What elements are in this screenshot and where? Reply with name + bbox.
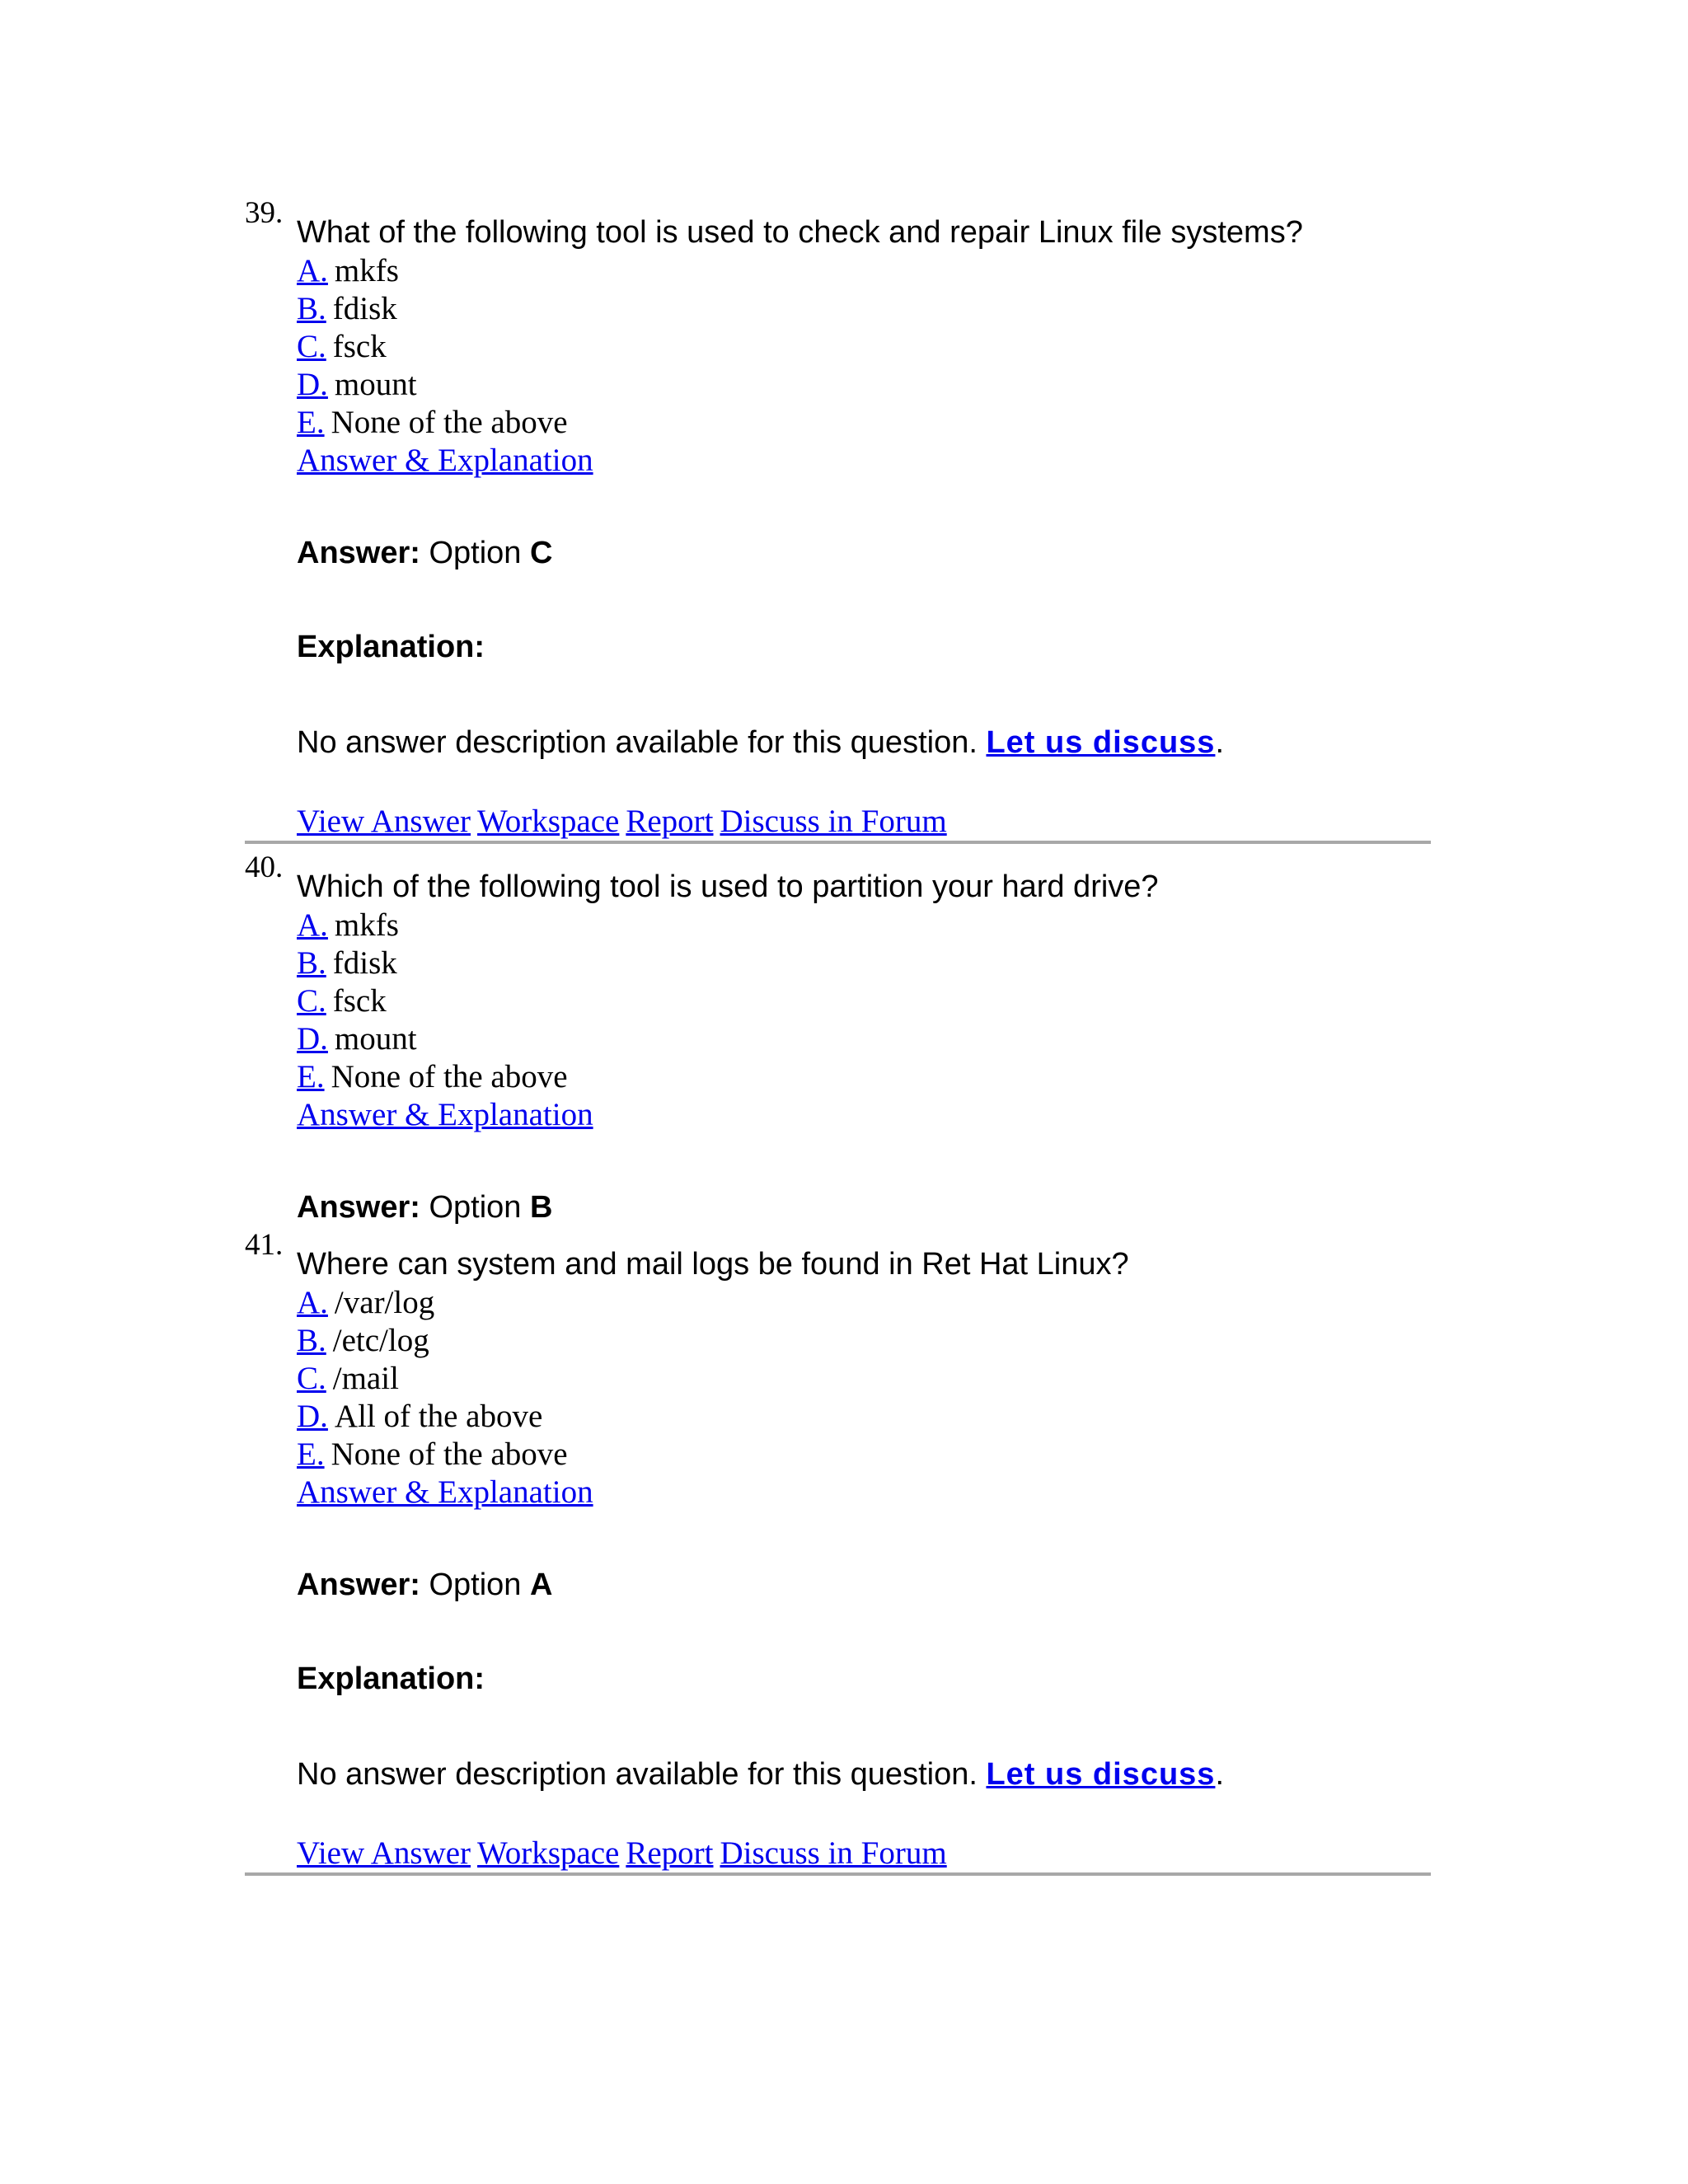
option-a-link[interactable]: A. [297,907,328,943]
option-b-value: fdisk [332,291,397,326]
question-text: Which of the following tool is used to partition your hard drive? [297,869,1159,904]
explanation-end: . [1215,725,1224,760]
report-link[interactable]: Report [626,1835,714,1871]
option-b-value: fdisk [332,945,397,981]
option-b-link[interactable]: B. [297,945,326,981]
option-a-value: mkfs [334,253,399,288]
option-e-value: None of the above [331,1059,568,1094]
option-a [297,907,1423,944]
question-divider [245,841,1431,844]
option-a [297,1284,1423,1322]
answer-explanation-link[interactable]: Answer & Explanation [297,1097,593,1132]
option-c-value: /mail [332,1361,399,1396]
question-footer-links [297,803,1423,841]
option-e-value: None of the above [331,1436,568,1472]
answer-option: B [530,1190,553,1225]
option-b-link[interactable]: B. [297,291,326,326]
report-link[interactable]: Report [626,804,714,839]
question-41 [245,1230,1423,1876]
option-a [297,252,1423,290]
option-b [297,290,1423,328]
answer-label: Answer: [297,1190,420,1225]
answer-prefix: Option [429,536,522,570]
answer-option: A [530,1568,553,1602]
answer-line [297,1188,1423,1226]
explanation-body [297,724,1423,762]
answer-explanation-link[interactable]: Answer & Explanation [297,443,593,478]
explanation-body [297,1755,1423,1793]
let-us-discuss-link[interactable]: Let us discuss [986,1757,1216,1792]
workspace-link[interactable]: Workspace [477,1835,620,1871]
option-e-link[interactable]: E. [297,405,325,440]
option-a-link[interactable]: A. [297,253,328,288]
option-b [297,1322,1423,1360]
answer-explanation-link[interactable]: Answer & Explanation [297,1474,593,1510]
option-d [297,1398,1423,1436]
answer-prefix: Option [429,1568,522,1602]
option-c-link[interactable]: C. [297,983,326,1019]
option-d-value: mount [334,1021,417,1057]
option-e [297,1436,1423,1474]
answer-line [297,534,1423,572]
option-c [297,982,1423,1020]
option-b-value: /etc/log [332,1323,429,1358]
option-c [297,328,1423,366]
options-list [297,252,1423,442]
option-d-link[interactable]: D. [297,1399,328,1434]
option-c-link[interactable]: C. [297,1361,326,1396]
answer-prefix: Option [429,1190,522,1225]
answer-label: Answer: [297,1568,420,1602]
workspace-link[interactable]: Workspace [477,804,620,839]
discuss-in-forum-link[interactable]: Discuss in Forum [720,804,947,839]
option-a-value: mkfs [334,907,399,943]
explanation-text: No answer description available for this question. [297,1757,978,1792]
answer-line [297,1566,1423,1604]
question-header [245,198,1423,252]
explanation-heading: Explanation: [297,630,485,664]
view-answer-link[interactable]: View Answer [297,1835,471,1871]
option-e-link[interactable]: E. [297,1059,325,1094]
option-b [297,944,1423,982]
question-text: Where can system and mail logs be found in Ret Hat Linux? [297,1247,1129,1282]
let-us-discuss-link[interactable]: Let us discuss [986,725,1216,760]
question-number: 40. [245,851,284,884]
option-d-value: All of the above [334,1399,543,1434]
discuss-in-forum-link[interactable]: Discuss in Forum [720,1835,947,1871]
option-e [297,404,1423,442]
option-e-link[interactable]: E. [297,1436,325,1472]
option-c-value: fsck [332,983,387,1019]
question-number: 39. [245,196,284,230]
answer-label: Answer: [297,536,420,570]
question-divider [245,1872,1431,1876]
question-39 [245,198,1423,844]
option-e-value: None of the above [331,405,568,440]
option-c-value: fsck [332,329,387,364]
option-d [297,366,1423,404]
option-a-link[interactable]: A. [297,1285,328,1320]
explanation-end: . [1215,1757,1224,1792]
option-d [297,1020,1423,1058]
question-header [245,1230,1423,1284]
option-a-value: /var/log [334,1285,435,1320]
option-e [297,1058,1423,1096]
option-d-value: mount [334,367,417,402]
view-answer-link[interactable]: View Answer [297,804,471,839]
explanation-heading: Explanation: [297,1661,485,1696]
question-40 [245,852,1423,1226]
explanation-text: No answer description available for this question. [297,725,978,760]
answer-option: C [530,536,553,570]
option-c-link[interactable]: C. [297,329,326,364]
option-b-link[interactable]: B. [297,1323,326,1358]
question-text: What of the following tool is used to check and repair Linux file systems? [297,215,1303,250]
options-list [297,907,1423,1096]
options-list [297,1284,1423,1474]
question-footer-links [297,1835,1423,1872]
option-d-link[interactable]: D. [297,367,328,402]
quiz-page [245,198,1423,1876]
option-c [297,1360,1423,1398]
question-number: 41. [245,1228,284,1262]
option-d-link[interactable]: D. [297,1021,328,1057]
question-header [245,852,1423,907]
